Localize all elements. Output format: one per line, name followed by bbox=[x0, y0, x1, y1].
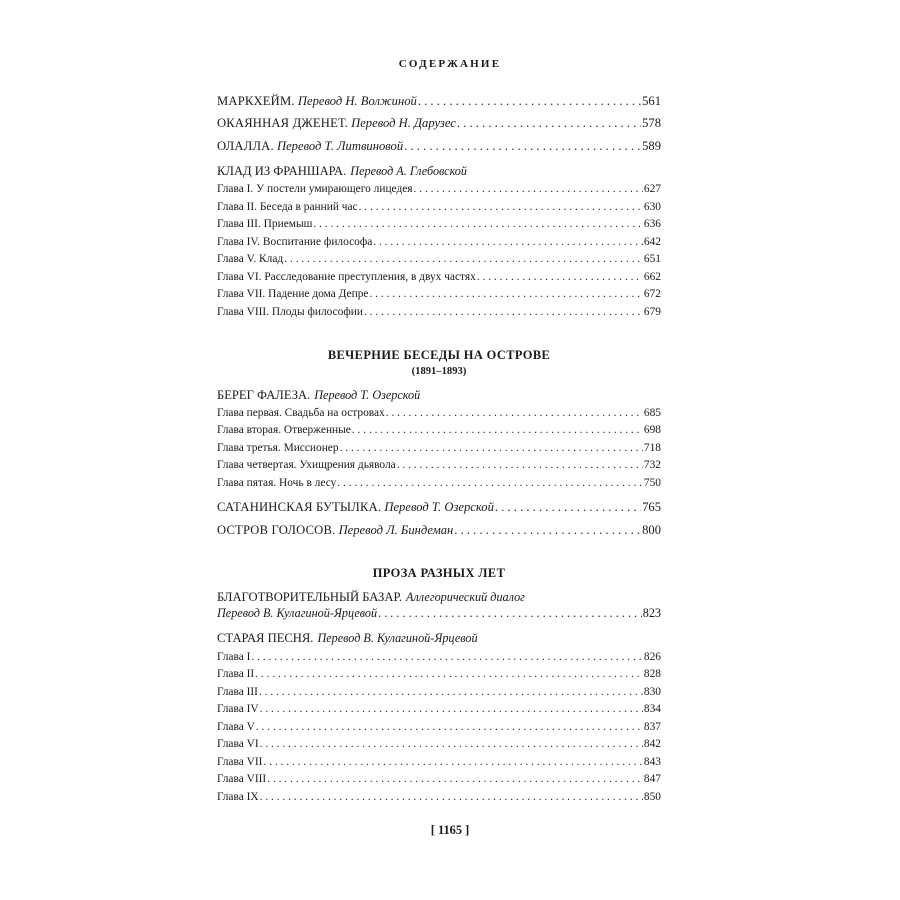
leader-dots bbox=[404, 139, 641, 154]
leader-dots bbox=[457, 116, 641, 131]
toc-chapter[interactable] bbox=[217, 442, 661, 454]
chapter-label: Глава V bbox=[217, 721, 255, 733]
leader-dots bbox=[337, 477, 643, 489]
chapter-label: Глава IX bbox=[217, 791, 259, 803]
section-title: ПРОЗА РАЗНЫХ ЛЕТ bbox=[372, 566, 506, 580]
toc-entry-bazaar-translator[interactable] bbox=[217, 606, 661, 621]
leader-dots bbox=[378, 606, 642, 621]
toc-heading-falesa[interactable] bbox=[217, 386, 420, 404]
chapter-label: Глава первая. Свадьба на островах bbox=[217, 407, 385, 419]
page-number: 718 bbox=[643, 442, 661, 454]
leader-dots bbox=[495, 500, 641, 515]
page-number: 842 bbox=[643, 738, 661, 750]
work-title: БЛАГОТВОРИТЕЛЬНЫЙ БАЗАР. bbox=[217, 590, 403, 604]
toc-chapter[interactable] bbox=[217, 477, 661, 489]
page-number: 578 bbox=[642, 116, 661, 130]
toc-entry-janet[interactable] bbox=[217, 116, 661, 131]
toc-chapter[interactable] bbox=[217, 668, 661, 680]
toc-chapter[interactable] bbox=[217, 791, 661, 803]
leader-dots bbox=[267, 773, 643, 785]
work-title: БЕРЕГ ФАЛЕЗА. bbox=[217, 388, 311, 402]
page-number: 589 bbox=[642, 139, 661, 153]
work-title: ОЛАЛЛА. bbox=[217, 139, 274, 153]
page-number: 843 bbox=[643, 756, 661, 768]
leader-dots bbox=[369, 288, 642, 300]
toc-chapter[interactable] bbox=[217, 201, 661, 213]
toc-chapter[interactable] bbox=[217, 773, 661, 785]
page-number: 826 bbox=[643, 651, 661, 663]
translator: Перевод В. Кулагиной-Ярцевой bbox=[217, 606, 378, 620]
leader-dots bbox=[340, 442, 643, 454]
translator: Перевод Т. Озерской bbox=[314, 388, 421, 402]
leader-dots bbox=[364, 306, 643, 318]
leader-dots bbox=[313, 218, 643, 230]
leader-dots bbox=[359, 201, 643, 213]
work-title: МАРКХЕЙМ. bbox=[217, 94, 295, 108]
page-number: 698 bbox=[643, 424, 661, 436]
leader-dots bbox=[477, 271, 643, 283]
chapter-label: Глава VIII. Плоды философии bbox=[217, 306, 363, 318]
leader-dots bbox=[284, 253, 643, 265]
translator: Перевод В. Кулагиной-Ярцевой bbox=[317, 631, 478, 645]
page-number: 636 bbox=[643, 218, 661, 230]
page-number: 662 bbox=[643, 271, 661, 283]
leader-dots bbox=[260, 791, 643, 803]
chapter-label: Глава третья. Миссионер bbox=[217, 442, 339, 454]
translator: Перевод Л. Биндеман bbox=[338, 523, 454, 537]
page-number: 847 bbox=[643, 773, 661, 785]
toc-chapter[interactable] bbox=[217, 218, 661, 230]
chapter-label: Глава III bbox=[217, 686, 258, 698]
toc-chapter[interactable] bbox=[217, 236, 661, 248]
page-number: 732 bbox=[643, 459, 661, 471]
toc-chapter[interactable] bbox=[217, 721, 661, 733]
section-years: (1891–1893) bbox=[411, 366, 467, 377]
leader-dots bbox=[418, 94, 641, 109]
chapter-label: Глава II bbox=[217, 668, 255, 680]
page-folio: [ 1165 ] bbox=[430, 823, 470, 837]
chapter-label: Глава V. Клад bbox=[217, 253, 284, 265]
leader-dots bbox=[259, 686, 643, 698]
translator: Перевод А. Глебовской bbox=[350, 164, 467, 178]
toc-chapter[interactable] bbox=[217, 424, 661, 436]
chapter-label: Глава I bbox=[217, 651, 251, 663]
page-number: 685 bbox=[643, 407, 661, 419]
translator: Перевод Н. Волжиной bbox=[297, 94, 417, 108]
section-title: ВЕЧЕРНИЕ БЕСЕДЫ НА ОСТРОВЕ bbox=[327, 348, 551, 362]
page-number: 679 bbox=[643, 306, 661, 318]
toc-chapter[interactable] bbox=[217, 651, 661, 663]
page-number: 765 bbox=[642, 500, 661, 514]
toc-chapter[interactable] bbox=[217, 738, 661, 750]
toc-chapter[interactable] bbox=[217, 183, 661, 195]
translator: Перевод Т. Литвиновой bbox=[277, 139, 404, 153]
chapter-label: Глава VI bbox=[217, 738, 259, 750]
work-title: ОСТРОВ ГОЛОСОВ. bbox=[217, 523, 336, 537]
page-number: 834 bbox=[643, 703, 661, 715]
work-title: КЛАД ИЗ ФРАНШАРА. bbox=[217, 164, 347, 178]
toc-chapter[interactable] bbox=[217, 756, 661, 768]
leader-dots bbox=[386, 407, 643, 419]
chapter-label: Глава IV bbox=[217, 703, 259, 715]
toc-heading-bazaar[interactable] bbox=[217, 588, 525, 606]
leader-dots bbox=[454, 523, 641, 538]
toc-entry-bottle[interactable] bbox=[217, 500, 661, 515]
page-number: 750 bbox=[643, 477, 661, 489]
toc-chapter[interactable] bbox=[217, 703, 661, 715]
work-title: ОКАЯННАЯ ДЖЕНЕТ. bbox=[217, 116, 348, 130]
translator: Перевод Н. Дарузес bbox=[351, 116, 456, 130]
page-number: 630 bbox=[643, 201, 661, 213]
toc-heading-oldsong[interactable] bbox=[217, 629, 478, 647]
leader-dots bbox=[397, 459, 643, 471]
page-number: 651 bbox=[643, 253, 661, 265]
chapter-label: Глава I. У постели умирающего лицедея bbox=[217, 183, 413, 195]
chapter-label: Глава VII bbox=[217, 756, 263, 768]
chapter-label: Глава VII. Падение дома Депре bbox=[217, 288, 369, 300]
toc-heading-franchard[interactable] bbox=[217, 162, 467, 180]
chapter-label: Глава четвертая. Ухищрения дьявола bbox=[217, 459, 396, 471]
chapter-label: Глава VIII bbox=[217, 773, 267, 785]
chapter-label: Глава II. Беседа в ранний час bbox=[217, 201, 358, 213]
chapter-label: Глава IV. Воспитание философа bbox=[217, 236, 373, 248]
chapter-label: Глава VI. Расследование преступления, в двух частях bbox=[217, 271, 476, 283]
toc-entry-olalla[interactable] bbox=[217, 139, 661, 154]
leader-dots bbox=[260, 703, 643, 715]
leader-dots bbox=[414, 183, 643, 195]
leader-dots bbox=[263, 756, 642, 768]
page-number: 672 bbox=[643, 288, 661, 300]
page-number: 830 bbox=[643, 686, 661, 698]
toc-chapter[interactable] bbox=[217, 459, 661, 471]
toc-chapter[interactable] bbox=[217, 407, 661, 419]
page-number: 561 bbox=[642, 94, 661, 108]
chapter-label: Глава пятая. Ночь в лесу bbox=[217, 477, 337, 489]
page-number: 800 bbox=[642, 523, 661, 537]
leader-dots bbox=[260, 738, 643, 750]
leader-dots bbox=[352, 424, 643, 436]
toc-chapter[interactable] bbox=[217, 288, 661, 300]
page-number: 837 bbox=[643, 721, 661, 733]
toc-chapter[interactable] bbox=[217, 253, 661, 265]
leader-dots bbox=[255, 668, 643, 680]
translator: Перевод Т. Озерской bbox=[384, 500, 494, 514]
leader-dots bbox=[256, 721, 643, 733]
running-head: СОДЕРЖАНИЕ bbox=[398, 58, 502, 70]
chapter-label: Глава III. Приемыш bbox=[217, 218, 313, 230]
toc-chapter[interactable] bbox=[217, 271, 661, 283]
chapter-label: Глава вторая. Отверженные bbox=[217, 424, 351, 436]
toc-entry-markheim[interactable] bbox=[217, 94, 661, 109]
work-title: САТАНИНСКАЯ БУТЫЛКА. bbox=[217, 500, 382, 514]
toc-entry-voices[interactable] bbox=[217, 523, 661, 538]
page-number: 627 bbox=[643, 183, 661, 195]
leader-dots bbox=[251, 651, 643, 663]
page-number: 850 bbox=[643, 791, 661, 803]
work-title: СТАРАЯ ПЕСНЯ. bbox=[217, 631, 314, 645]
work-subtitle: Аллегорический диалог bbox=[406, 590, 525, 604]
toc-chapter[interactable] bbox=[217, 306, 661, 318]
page-number: 642 bbox=[643, 236, 661, 248]
page-number: 823 bbox=[642, 606, 661, 620]
toc-chapter[interactable] bbox=[217, 686, 661, 698]
leader-dots bbox=[373, 236, 643, 248]
page-number: 828 bbox=[643, 668, 661, 680]
